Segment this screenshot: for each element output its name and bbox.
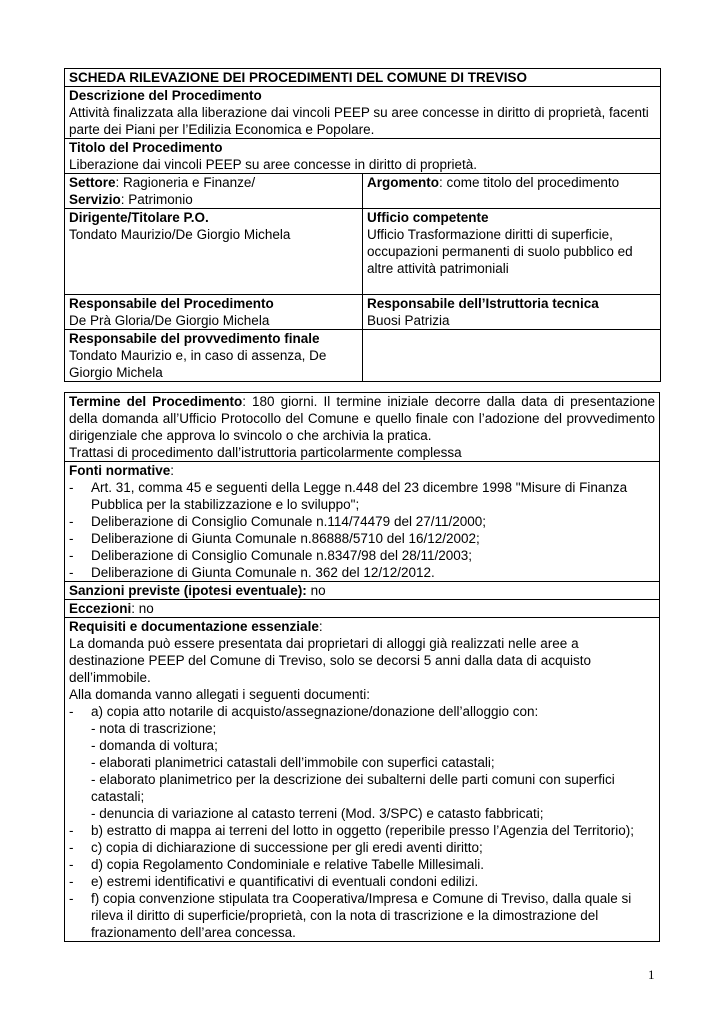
termine-text: : 180 giorni. Il termine iniziale decorre dalla data di presentazione della domanda all’Ufficio Protocollo del Comune e quello finale con l’adozione del provvedimento dirigenziale che approva lo svincolo o che archivia la pratica. xyxy=(69,394,655,443)
dirigente-text: Tondato Maurizio/De Giorgio Michela xyxy=(69,227,291,242)
argomento-label: Argomento xyxy=(367,175,439,190)
list-item: - Deliberazione di Giunta Comunale n. 362 del 12/12/2012. xyxy=(69,565,435,580)
ufficio-cell xyxy=(363,209,661,295)
responsabile-finale-text: Tondato Maurizio e, in caso di assenza, De Giorgio Michela xyxy=(69,348,327,380)
responsabile-istruttoria-label: Responsabile dell’Istruttoria tecnica xyxy=(367,296,599,311)
dirigente-cell xyxy=(65,209,363,295)
titolo-cell xyxy=(65,139,661,174)
scheda-title: SCHEDA RILEVAZIONE DEI PROCEDIMENTI DEL COMUNE DI TREVISO xyxy=(65,69,661,87)
page-number: 1 xyxy=(648,967,655,982)
list-item: - d) copia Regolamento Condominiale e relative Tabelle Millesimali. xyxy=(69,857,484,872)
responsabile-istruttoria-cell xyxy=(363,295,661,330)
responsabile-procedimento-label: Responsabile del Procedimento xyxy=(69,296,274,311)
titolo-text: Liberazione dai vincoli PEEP su aree concesse in diritto di proprietà. xyxy=(69,157,477,172)
requisiti-label: Requisiti e documentazione essenziale xyxy=(69,619,319,634)
argomento-cell xyxy=(363,174,661,209)
servizio-label: Servizio xyxy=(69,192,121,207)
empty-cell xyxy=(363,330,661,382)
list-item: - e) estremi identificativi e quantificativi di eventuali condoni edilizi. xyxy=(69,874,479,889)
descrizione-cell xyxy=(65,87,661,139)
titolo-label: Titolo del Procedimento xyxy=(69,140,223,155)
requisiti-intro: Alla domanda vanno allegati i seguenti documenti: xyxy=(69,687,370,702)
argomento-text: : come titolo del procedimento xyxy=(439,175,620,190)
termine-cell xyxy=(65,393,660,462)
settore-cell xyxy=(65,174,363,209)
descrizione-text: Attività finalizzata alla liberazione dai vincoli PEEP su aree concesse in diritto di proprietà, facenti parte dei Piani per l’Edilizia Economica e Popolare. xyxy=(69,105,649,137)
dirigente-label: Dirigente/Titolare P.O. xyxy=(69,210,209,225)
termine-note: Trattasi di procedimento dall’istruttoria particolarmente complessa xyxy=(69,445,462,460)
sanzioni-label: Sanzioni previste (ipotesi eventuale): xyxy=(69,583,307,598)
fonti-label: Fonti normative xyxy=(69,463,171,478)
responsabile-procedimento-cell xyxy=(65,295,363,330)
requisiti-cell: Requisiti e documentazione essenziale: La domanda può essere presentata dai proprietari di alloggi già realizzati nelle aree a destinazione PEEP del Comune di Treviso, solo se decorsi 5 anni dalla data di acquisto dell’immobile. Alla domanda vanno allegati i seguenti documenti: - a) copia atto notarile di acquisto/assegnazione/donazione dell’alloggio con: - nota di trascrizione; - domanda di voltura; - elaborati planimetrici catastali dell’immobile con superfici catastali; - elaborato planimetrico per la descrizione dei subalterni delle parti comuni con superfici catastali; - denuncia di variazione al catasto terreni (Mod. 3/SPC) e catasto fabbricati; - b) estratto di mappa ai terreni del lotto in oggetto (reperibile presso l’Agenzia del Territorio); - c) copia di dichiarazione di successione per gli eredi aventi diritto; - d) copia Regolamento Condominiale e relative Tabelle Millesimali. - e) estremi identificativi e quantificativi di eventuali condoni edilizi. - f) copia convenzione stipulata tra Cooperativa/Impresa e Comune di Treviso, dalla quale si rileva il diritto di superficie/proprietà, con la nota di trascrizione e la dimostrazione del frazionamento dell’area concessa. xyxy=(65,618,660,942)
scheda-table xyxy=(64,68,661,382)
requisiti-paragraph: La domanda può essere presentata dai proprietari di alloggi già realizzati nelle aree a destinazione PEEP del Comune di Treviso, solo se decorsi 5 anni dalla data di acquisto dell’immobile. xyxy=(69,636,592,685)
list-item: - c) copia di dichiarazione di successione per gli eredi aventi diritto; xyxy=(69,840,483,855)
dettagli-table xyxy=(64,392,660,942)
list-item: - b) estratto di mappa ai terreni del lotto in oggetto (reperibile presso l’Agenzia del Territorio); xyxy=(69,823,635,838)
ufficio-text: Ufficio Trasformazione diritti di superficie, occupazioni permanenti di suolo pubblico ed altre attività patrimoniali xyxy=(367,227,633,276)
list-item: - a) copia atto notarile di acquisto/assegnazione/donazione dell’alloggio con: - nota di trascrizione; - domanda di voltura; - elaborati planimetrici catastali dell’immobile con superfici catastali; - elaborato planimetrico per la descrizione dei subalterni delle parti comuni con superfici catastali; - denuncia di variazione al catasto terreni (Mod. 3/SPC) e catasto fabbricati; xyxy=(69,704,615,821)
settore-text: : Ragioneria e Finanze/ xyxy=(115,175,256,190)
ufficio-label: Ufficio competente xyxy=(367,210,489,225)
sanzioni-cell xyxy=(65,582,660,600)
responsabile-finale-label: Responsabile del provvedimento finale xyxy=(69,331,320,346)
list-item: - Deliberazione di Consiglio Comunale n.8347/98 del 28/11/2003; xyxy=(69,548,473,563)
eccezioni-cell xyxy=(65,600,660,618)
responsabile-procedimento-text: De Prà Gloria/De Giorgio Michela xyxy=(69,313,270,328)
responsabile-finale-cell xyxy=(65,330,363,382)
list-item: - Deliberazione di Consiglio Comunale n.114/74479 del 27/11/2000; xyxy=(69,514,487,529)
servizio-text: : Patrimonio xyxy=(120,192,193,207)
descrizione-label: Descrizione del Procedimento xyxy=(69,88,262,103)
eccezioni-label: Eccezioni xyxy=(69,601,132,616)
fonti-cell: Fonti normative: - Art. 31, comma 45 e seguenti della Legge n.448 del 23 dicembre 1998 "Misure di Finanza Pubblica per la stabilizzazione e lo sviluppo"; - Deliberazione di Consiglio Comunale n.114/74479 del 27/11/2000; - Deliberazione di Giunta Comunale n.86888/5710 del 16/12/2002; - Deliberazione di Consiglio Comunale n.8347/98 del 28/11/2003; - Deliberazione di Giunta Comunale n. 362 del 12/12/2012. xyxy=(65,462,660,582)
list-item: - Deliberazione di Giunta Comunale n.86888/5710 del 16/12/2002; xyxy=(69,531,480,546)
termine-label: Termine del Procedimento xyxy=(69,394,243,409)
list-item: - Art. 31, comma 45 e seguenti della Legge n.448 del 23 dicembre 1998 "Misure di Finanza Pubblica per la stabilizzazione e lo sviluppo"; xyxy=(69,480,628,512)
list-item: - f) copia convenzione stipulata tra Cooperativa/Impresa e Comune di Treviso, dalla quale si rileva il diritto di superficie/proprietà, con la nota di trascrizione e la dimostrazione del frazionamento dell’area concessa. xyxy=(69,891,632,940)
eccezioni-text: : no xyxy=(131,601,154,616)
settore-label: Settore xyxy=(69,175,116,190)
sanzioni-text: no xyxy=(306,583,326,598)
responsabile-istruttoria-text: Buosi Patrizia xyxy=(367,313,450,328)
